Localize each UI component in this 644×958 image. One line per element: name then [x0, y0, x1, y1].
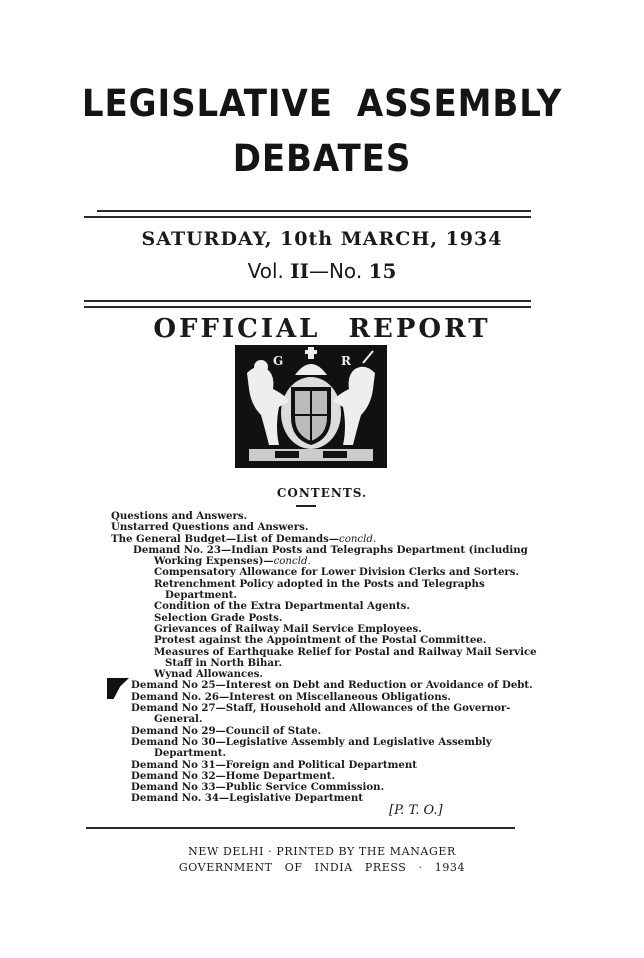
please-turn-over: [P. T. O.]	[389, 803, 443, 818]
report-word: REPORT	[348, 314, 491, 344]
toc-item: Condition of the Extra Departmental Agents.	[154, 600, 410, 613]
toc-item: Demand No. 34—Legislative Department	[131, 792, 364, 805]
toc-item: The General Budget—List of Demands—concld.	[111, 532, 377, 545]
toc-item: General.	[154, 713, 203, 726]
contents-list	[111, 511, 541, 805]
vol-prefix: Vol.	[247, 259, 284, 283]
toc-item: Protest against the Appointment of the Postal Committee.	[154, 634, 487, 647]
toc-item: Retrenchment Policy adopted in the Posts and Telegraphs	[154, 577, 485, 590]
toc-item: Unstarred Questions and Answers.	[111, 521, 309, 534]
volume-number	[0, 259, 644, 283]
toc-item: Demand No. 23—Indian Posts and Telegraphs Department (including	[133, 543, 528, 556]
official-word: OFFICIAL	[153, 314, 321, 344]
svg-text:G: G	[273, 354, 284, 368]
top-rule-upper	[97, 210, 531, 212]
bottom-rule	[86, 827, 515, 829]
issue-no: 15	[368, 259, 397, 283]
middle-rule-lower	[84, 306, 531, 308]
vol-dash: —	[308, 259, 329, 283]
toc-item: Demand No 31—Foreign and Political Department	[131, 758, 417, 771]
toc-item: Staff in North Bihar.	[165, 656, 282, 669]
royal-coat-of-arms-icon	[235, 345, 387, 468]
toc-item: Demand No. 26—Interest on Miscellaneous Obligations.	[131, 690, 451, 703]
toc-item: Department.	[154, 747, 227, 760]
toc-item: Department.	[165, 589, 238, 602]
issue-date: SATURDAY, 10th MARCH, 1934	[141, 228, 503, 250]
top-rule-lower	[84, 216, 531, 218]
toc-item: Demand No 30—Legislative Assembly and Legislative Assembly	[131, 735, 492, 748]
official-report-heading	[0, 314, 644, 344]
contents-divider	[296, 505, 316, 507]
title-word-legislative: LEGISLATIVE	[81, 82, 333, 125]
toc-item: Compensatory Allowance for Lower Division Clerks and Sorters.	[154, 566, 520, 579]
contents-heading: CONTENTS.	[276, 486, 368, 500]
toc-item: Wynad Allowances.	[154, 668, 263, 681]
toc-item: Demand No 29—Council of State.	[131, 724, 322, 737]
middle-rule-upper	[84, 300, 531, 302]
toc-item: Demand No 25—Interest on Debt and Reduction or Avoidance of Debt.	[131, 679, 533, 692]
toc-item: Demand No 33—Public Service Commission.	[131, 781, 385, 794]
vol-roman: II	[290, 259, 309, 283]
publication-title	[26, 82, 618, 125]
toc-item: Working Expenses)—concld.	[154, 555, 311, 568]
toc-item: Measures of Earthquake Relief for Postal and Railway Mail Service	[154, 645, 537, 658]
toc-item: Demand No 32—Home Department.	[131, 769, 336, 782]
toc-item: Grievances of Railway Mail Service Employees.	[154, 622, 422, 635]
title-word-assembly: ASSEMBLY	[356, 82, 563, 125]
imprint-line-2: GOVERNMENT OF INDIA PRESS · 1934	[178, 861, 466, 874]
publication-subtitle: DEBATES	[232, 137, 412, 180]
toc-item: Demand No 27—Staff, Household and Allowances of the Governor-	[131, 702, 511, 715]
toc-item: Selection Grade Posts.	[154, 611, 283, 624]
no-prefix: No.	[328, 259, 363, 283]
svg-text:R: R	[341, 354, 351, 368]
toc-item: Questions and Answers.	[111, 510, 248, 522]
imprint-line-1: NEW DELHI · PRINTED BY THE MANAGER	[188, 845, 456, 858]
